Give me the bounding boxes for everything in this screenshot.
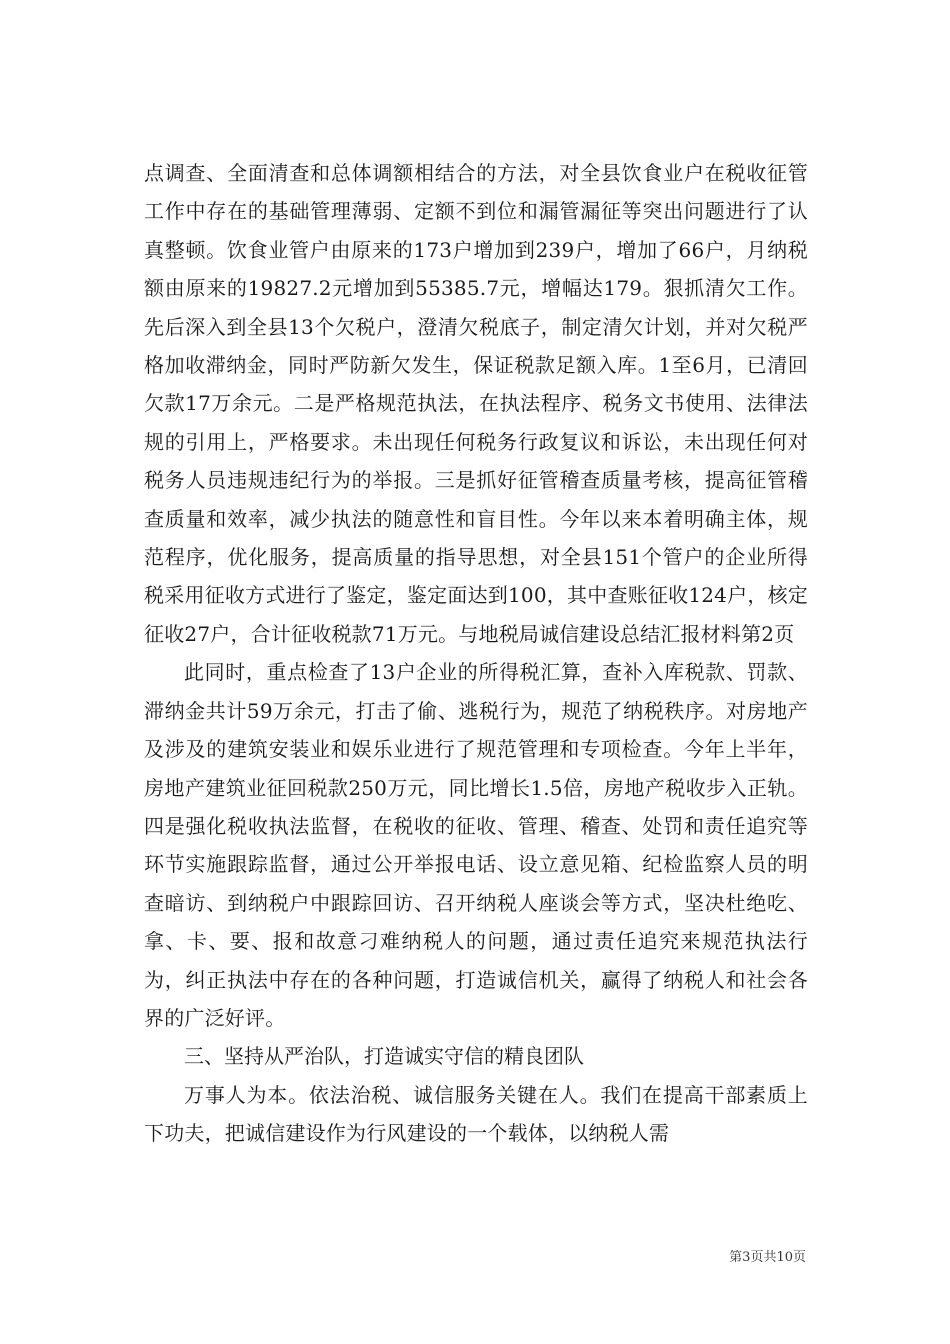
body-paragraph-2: 此同时，重点检查了13户企业的所得税汇算，查补入库税款、罚款、滞纳金共计59万余元，打击了偷、逃税行为，规范了纳税秩序。对房地产及涉及的建筑安装业和娱乐业进行了规范管理和专项检查。今年上半年，房地产建筑业征回税款250万元，同比增长1.5倍，房地产税收步入正轨。四是强化税收执法监督，在税收的征收、管理、稽查、处罚和责任追究等环节实施跟踪监督，通过公开举报电话、设立意见箱、纪检监察人员的明查暗访、到纳税户中跟踪回访、召开纳税人座谈会等方式，坚决杜绝吃、拿、卡、要、报和故意刁难纳税人的问题，通过责任追究来规范执法行为，纠正执法中存在的各种问题，打造诚信机关，赢得了纳税人和社会各界的广泛好评。	[144, 660, 808, 1030]
document-body	[144, 154, 808, 1153]
body-paragraph-1: 点调查、全面清查和总体调额相结合的方法，对全县饮食业户在税收征管工作中存在的基础管理薄弱、定额不到位和漏管漏征等突出问题进行了认真整顿。饮食业管户由原来的173户增加到239户，增加了66户，月纳税额由原来的19827.2元增加到55385.7元，增幅达179。狠抓清欠工作。先后深入到全县13个欠税户，澄清欠税底子，制定清欠计划，并对欠税严格加收滞纳金，同时严防新欠发生，保证税款足额入库。1至6月，已清回欠款17万余元。二是严格规范执法，在执法程序、税务文书使用、法律法规的引用上，严格要求。未出现任何税务行政复议和诉讼，未出现任何对税务人员违规违纪行为的举报。三是抓好征管稽查质量考核，提高征管稽查质量和效率，减少执法的随意性和盲目性。今年以来本着明确主体，规范程序，优化服务，提高质量的指导思想，对全县151个管户的企业所得税采用征收方式进行了鉴定，鉴定面达到100，其中查账征收124户，核定征收27户，合计征收税款71万元。与地税局诚信建设总结汇报材料第2页	[144, 161, 808, 646]
body-paragraph-3: 万事人为本。依法治税、诚信服务关键在人。我们在提高干部素质上下功夫，把诚信建设作为行风建设的一个载体，以纳税人需	[144, 1082, 808, 1146]
page-number-footer: 第3页共10页	[729, 1250, 806, 1265]
section-heading: 三、坚持从严治队，打造诚实守信的精良团队	[184, 1044, 584, 1069]
